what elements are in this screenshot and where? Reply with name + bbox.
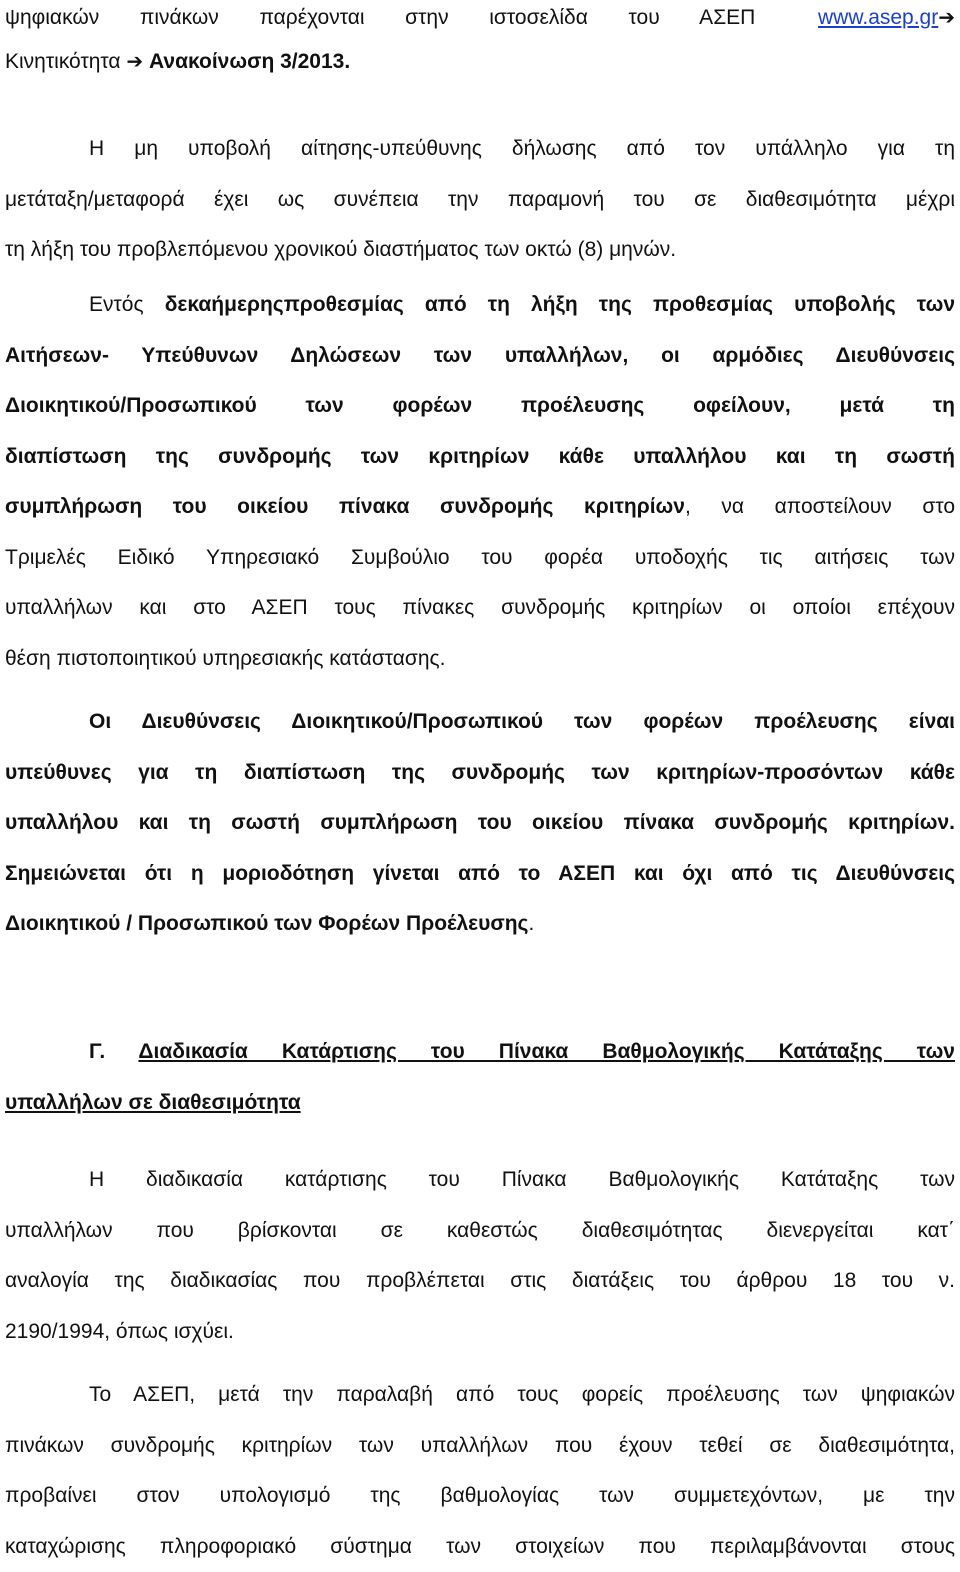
- line: Σημειώνεται ότι η μοριοδότηση γίνεται από το ΑΣΕΠ και όχι από τις Διευθύνσεις: [5, 849, 955, 900]
- text: δεκαήμερηςπροθεσμίας από τη λήξη της προθεσμίας υποβολής των: [165, 293, 955, 316]
- section-heading: [5, 1027, 955, 1128]
- line: προβαίνει στον υπολογισμό της βαθμολογίας των συμμετεχόντων, με την: [5, 1471, 955, 1522]
- paragraph-asep-link: [5, 2, 955, 76]
- line: αναλογία της διαδικασίας που προβλέπεται στις διατάξεις του άρθρου 18 του ν.: [5, 1256, 955, 1307]
- line: Τριμελές Ειδικό Υπηρεσιακό Συμβούλιο του φορέα υποδοχής τις αιτήσεις των: [5, 533, 955, 584]
- line: μετάταξη/μεταφορά έχει ως συνέπεια την παραμονή του σε διαθεσιμότητα μέχρι: [5, 175, 955, 226]
- line: υπαλλήλων που βρίσκονται σε καθεστώς διαθεσιμότητας διενεργείται κατ΄: [5, 1206, 955, 1257]
- paragraph-scoring: [5, 1370, 955, 1572]
- line: [5, 2, 955, 46]
- arrow-right-icon: ➔: [938, 5, 955, 29]
- line: Διοικητικού/Προσωπικού των φορέων προέλευσης οφείλουν, μετά τη: [5, 381, 955, 432]
- arrow-right-icon: ➔: [126, 49, 143, 73]
- line: διαπίστωση της συνδρομής των κριτηρίων κάθε υπαλλήλου και τη σωστή: [5, 432, 955, 483]
- line: Η μη υποβολή αίτησης-υπεύθυνης δήλωσης από τον υπάλληλο για τη: [5, 124, 955, 175]
- line: Το ΑΣΕΠ, μετά την παραλαβή από τους φορείς προέλευσης των ψηφιακών: [5, 1370, 955, 1421]
- line: [5, 1027, 955, 1078]
- heading-text: υπαλλήλων σε διαθεσιμότητα: [5, 1078, 955, 1129]
- line: [5, 899, 955, 950]
- announcement-ref: Ανακοίνωση 3/2013.: [149, 50, 350, 73]
- text: ψηφιακών πινάκων παρέχονται στην ιστοσελίδα του ΑΣΕΠ: [5, 6, 755, 29]
- line: [5, 46, 955, 76]
- line: υπεύθυνες για τη διαπίστωση της συνδρομής των κριτηρίων-προσόντων κάθε: [5, 748, 955, 799]
- line: υπαλλήλου και τη σωστή συμπλήρωση του οικείου πίνακα συνδρομής κριτηρίων.: [5, 798, 955, 849]
- line: καταχώρισης πληροφοριακό σύστημα των στοιχείων που περιλαμβάνονται στους: [5, 1522, 955, 1572]
- line: [5, 482, 955, 533]
- line: υπαλλήλων και στο ΑΣΕΠ τους πίνακες συνδρομής κριτηρίων οι οποίοι επέχουν: [5, 583, 955, 634]
- text: , να αποστείλουν στο: [685, 495, 955, 518]
- line: θέση πιστοποιητικού υπηρεσιακής κατάστασης.: [5, 634, 955, 685]
- paragraph-procedure: [5, 1155, 955, 1357]
- line: τη λήξη του προβλεπόμενου χρονικού διαστήματος των οκτώ (8) μηνών.: [5, 225, 955, 276]
- paragraph-non-submission: [5, 124, 955, 276]
- paragraph-responsibility: [5, 697, 955, 950]
- line: Αιτήσεων- Υπεύθυνων Δηλώσεων των υπαλλήλων, οι αρμόδιες Διευθύνσεις: [5, 331, 955, 382]
- line: Η διαδικασία κατάρτισης του Πίνακα Βαθμολογικής Κατάταξης των: [5, 1155, 955, 1206]
- asep-website-link[interactable]: www.asep.gr: [818, 6, 938, 29]
- text: Εντός: [89, 293, 144, 316]
- text: Κινητικότητα: [5, 50, 121, 73]
- line: [5, 280, 955, 331]
- line: Οι Διευθύνσεις Διοικητικού/Προσωπικού των φορέων προέλευσης είναι: [5, 697, 955, 748]
- heading-text: Διαδικασία Κατάρτισης του Πίνακα Βαθμολογικής Κατάταξης των: [138, 1040, 955, 1063]
- section-letter: Γ.: [89, 1040, 105, 1063]
- line: πινάκων συνδρομής κριτηρίων των υπαλλήλων που έχουν τεθεί σε διαθεσιμότητα,: [5, 1421, 955, 1472]
- text: Διοικητικού / Προσωπικού των Φορέων Προέλευσης: [5, 912, 528, 935]
- line: 2190/1994, όπως ισχύει.: [5, 1307, 955, 1358]
- text: συμπλήρωση του οικείου πίνακα συνδρομής κριτηρίων: [5, 495, 685, 518]
- paragraph-deadline: [5, 280, 955, 684]
- text: .: [528, 912, 534, 935]
